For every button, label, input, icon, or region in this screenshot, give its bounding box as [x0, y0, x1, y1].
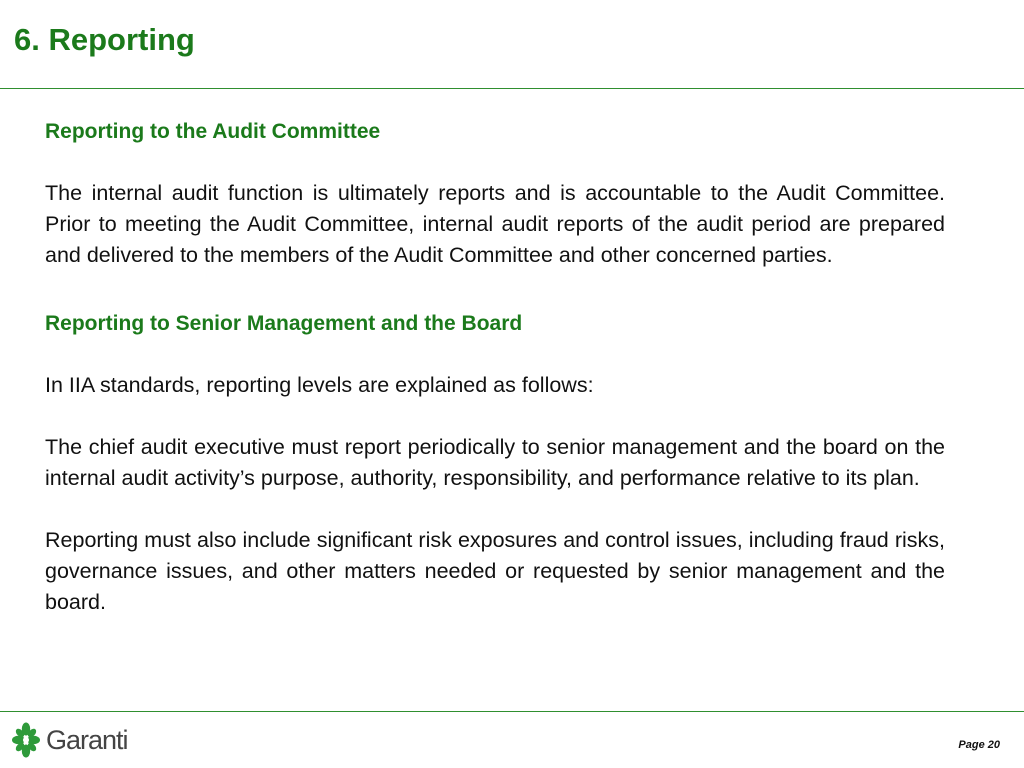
- section-heading-senior-management: Reporting to Senior Management and the Board: [45, 312, 523, 335]
- paragraph-risk-exposures: Reporting must also include significant risk exposures and control issues, including fraud risks, governance issues, and other matters needed or requested by senior management and the board.: [45, 528, 945, 614]
- header-divider: [0, 88, 1024, 89]
- clover-icon: [12, 722, 40, 758]
- section-heading-audit-committee: Reporting to the Audit Committee: [45, 120, 381, 143]
- paragraph-chief-audit-executive: The chief audit executive must report periodically to senior management and the board on the internal audit activity’s purpose, authority, responsibility, and performance relative to its plan.: [45, 435, 945, 490]
- garanti-logo: [12, 722, 128, 758]
- paragraph-iia-standards: In IIA standards, reporting levels are explained as follows:: [45, 373, 594, 397]
- logo-wordmark: Garanti: [46, 724, 128, 755]
- footer-divider: [0, 711, 1024, 712]
- page-number: Page 20: [958, 739, 1000, 751]
- paragraph-audit-committee: The internal audit function is ultimately reports and is accountable to the Audit Committee. Prior to meeting the Audit Committee, internal audit reports of the audit period are prepared and delivered to the members of the Audit Committee and other concerned parties.: [45, 181, 945, 267]
- slide-body: [45, 116, 945, 618]
- page-title: 6. Reporting: [14, 22, 195, 57]
